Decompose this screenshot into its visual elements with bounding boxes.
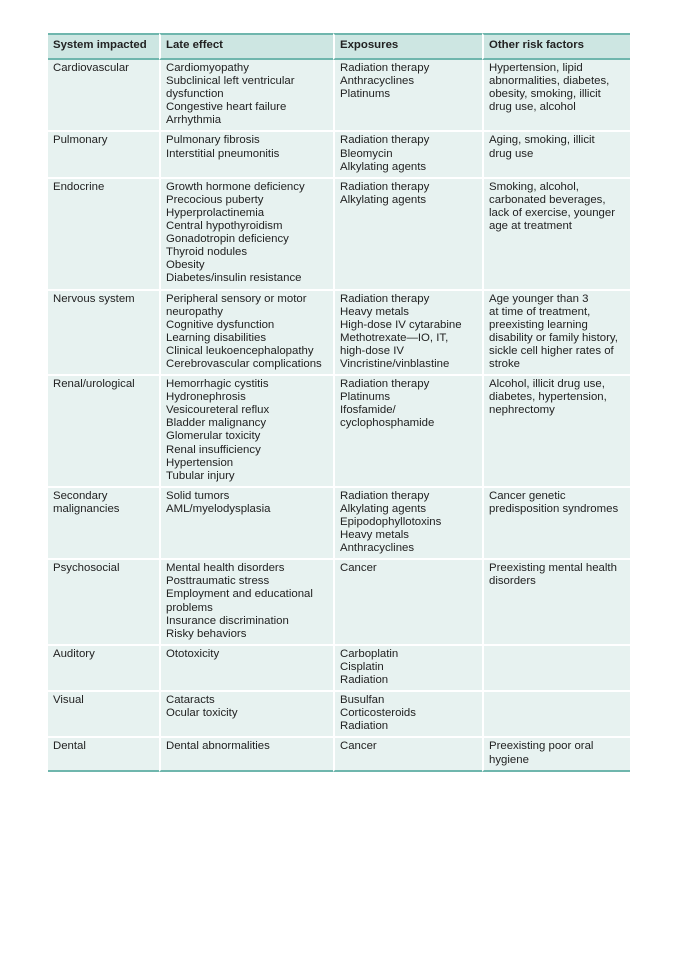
cell-line: Radiation therapy <box>340 134 430 147</box>
cell-line: Hyperprolactinemia <box>166 206 265 219</box>
cell-line: Busulfan <box>340 694 385 707</box>
late-effect-cell <box>159 690 333 736</box>
cell-line: Pulmonary fibrosis <box>166 134 260 147</box>
cell-line: Obesity <box>166 259 205 272</box>
system-cell <box>48 486 159 558</box>
cell-line: Carboplatin <box>340 647 399 660</box>
cell-line: Anthracyclines <box>340 542 415 555</box>
cell-line: Alkylating agents <box>340 193 427 206</box>
cell-line: Radiation therapy <box>340 62 430 74</box>
system-cell <box>48 289 159 375</box>
cell-line: Hypertension, lipid <box>489 62 583 74</box>
cell-line: Subclinical left ventricular <box>166 75 295 88</box>
cell-line: Hydronephrosis <box>166 391 246 404</box>
cell-line: Gonadotropin deficiency <box>166 233 289 246</box>
cell-line: disability or family history, <box>489 331 618 344</box>
table-header <box>48 33 630 60</box>
system-cell <box>48 60 159 130</box>
cell-line: drug use <box>489 147 534 160</box>
table-row <box>48 736 630 771</box>
late-effects-table <box>48 33 630 772</box>
cell-line: carbonated beverages, <box>489 193 606 206</box>
cell-line: Age younger than 3 <box>489 292 589 305</box>
cell-line: Radiation therapy <box>340 489 430 502</box>
cell-line: Central hypothyroidism <box>166 220 283 233</box>
cell-line: lack of exercise, younger <box>489 206 615 219</box>
risk-factors-cell <box>482 289 630 375</box>
exposures-cell <box>333 736 482 771</box>
system-cell <box>48 690 159 736</box>
header-system-impacted: System impacted <box>48 33 159 60</box>
cell-line: sickle cell higher rates of <box>489 344 614 357</box>
cell-line: Heavy metals <box>340 529 410 542</box>
late-effect-cell <box>159 558 333 644</box>
cell-line: obesity, smoking, illicit <box>489 88 601 101</box>
cell-line: Auditory <box>53 647 95 660</box>
cell-line: Learning disabilities <box>166 331 267 344</box>
cell-line: cyclophosphamide <box>340 417 435 430</box>
table-row <box>48 374 630 486</box>
cell-line: Radiation <box>340 720 389 733</box>
table-row <box>48 177 630 289</box>
cell-line: Hypertension <box>166 456 234 469</box>
cell-line: Platinums <box>340 391 391 404</box>
cell-line: Methotrexate—IO, IT, <box>340 331 449 344</box>
cell-line: Ototoxicity <box>166 647 220 660</box>
table-row <box>48 289 630 375</box>
risk-factors-cell <box>482 130 630 176</box>
cell-line: Cataracts <box>166 694 215 707</box>
cell-line: Diabetes/insulin resistance <box>166 272 302 285</box>
cell-line: malignancies <box>53 502 120 515</box>
cell-line: Radiation <box>340 674 389 687</box>
late-effect-cell <box>159 289 333 375</box>
cell-line: Aging, smoking, illicit <box>489 134 595 147</box>
cell-line: Bleomycin <box>340 147 393 160</box>
cell-line: Corticosteroids <box>340 707 416 720</box>
risk-factors-cell <box>482 486 630 558</box>
cell-line: Heavy metals <box>340 305 410 318</box>
table-body <box>48 60 630 772</box>
risk-factors-cell <box>482 558 630 644</box>
cell-line: Peripheral sensory or motor <box>166 292 307 305</box>
exposures-cell <box>333 486 482 558</box>
cell-line: Cardiovascular <box>53 62 129 74</box>
cell-line: Vesicoureteral reflux <box>166 404 270 417</box>
cell-line: age at treatment <box>489 220 572 233</box>
cell-line: Solid tumors <box>166 489 230 502</box>
cell-line: Tubular injury <box>166 469 235 482</box>
cell-line: Cardiomyopathy <box>166 62 249 74</box>
cell-line: Risky behaviors <box>166 627 247 640</box>
cell-line: Bladder malignancy <box>166 417 267 430</box>
cell-line: Mental health disorders <box>166 562 285 575</box>
table-row <box>48 690 630 736</box>
cell-line: High-dose IV cytarabine <box>340 318 462 331</box>
late-effect-cell <box>159 736 333 771</box>
exposures-cell <box>333 289 482 375</box>
cell-line: Growth hormone deficiency <box>166 180 305 193</box>
cell-line: dysfunction <box>166 88 224 101</box>
risk-factors-cell <box>482 644 630 690</box>
late-effect-cell <box>159 60 333 130</box>
cell-line: hygiene <box>489 753 529 766</box>
cell-line: stroke <box>489 357 521 370</box>
cell-line: predisposition syndromes <box>489 502 619 515</box>
cell-line: Secondary <box>53 489 108 502</box>
cell-line: drug use, alcohol <box>489 101 576 114</box>
cell-line: Insurance discrimination <box>166 614 289 627</box>
system-cell <box>48 177 159 289</box>
cell-line: Alcohol, illicit drug use, <box>489 378 605 391</box>
cell-line: Ocular toxicity <box>166 707 238 720</box>
cell-line: Epipodophyllotoxins <box>340 516 442 528</box>
table-row <box>48 60 630 130</box>
cell-line: Preexisting poor oral <box>489 740 594 753</box>
cell-line: Hemorrhagic cystitis <box>166 378 269 391</box>
cell-line: Alkylating agents <box>340 502 427 515</box>
header-other-risk-factors: Other risk factors <box>482 33 630 60</box>
cell-line: Anthracyclines <box>340 75 415 88</box>
cell-line: Cisplatin <box>340 660 384 673</box>
system-cell <box>48 130 159 176</box>
cell-line: AML/myelodysplasia <box>166 502 271 515</box>
cell-line: preexisting learning <box>489 318 588 331</box>
exposures-cell <box>333 558 482 644</box>
cell-line: Platinums <box>340 88 391 101</box>
cell-line: Nervous system <box>53 292 135 305</box>
cell-line: nephrectomy <box>489 404 555 417</box>
cell-line: Dental <box>53 740 86 753</box>
cell-line: Cerebrovascular complications <box>166 357 322 370</box>
exposures-cell <box>333 177 482 289</box>
cell-line: Cognitive dysfunction <box>166 318 275 331</box>
cell-line: at time of treatment, <box>489 305 591 318</box>
late-effect-cell <box>159 130 333 176</box>
cell-line: neuropathy <box>166 305 223 318</box>
header-row <box>48 33 630 60</box>
cell-line: disorders <box>489 575 536 588</box>
late-effect-cell <box>159 374 333 486</box>
cell-line: Endocrine <box>53 180 105 193</box>
cell-line: Radiation therapy <box>340 378 430 391</box>
late-effect-cell <box>159 486 333 558</box>
cell-line: Interstitial pneumonitis <box>166 147 280 160</box>
cell-line: diabetes, hypertension, <box>489 391 607 404</box>
header-exposures: Exposures <box>333 33 482 60</box>
risk-factors-cell <box>482 690 630 736</box>
risk-factors-cell <box>482 374 630 486</box>
cell-line: Smoking, alcohol, <box>489 180 579 193</box>
table-row <box>48 644 630 690</box>
cell-line: Visual <box>53 694 84 707</box>
cell-line: Cancer genetic <box>489 489 566 502</box>
table-row <box>48 130 630 176</box>
exposures-cell <box>333 690 482 736</box>
cell-line: Employment and educational <box>166 588 313 601</box>
cell-line: Congestive heart failure <box>166 101 287 114</box>
cell-line: Cancer <box>340 740 377 753</box>
exposures-cell <box>333 130 482 176</box>
header-late-effect: Late effect <box>159 33 333 60</box>
cell-line: Radiation therapy <box>340 292 430 305</box>
cell-line: Psychosocial <box>53 562 120 575</box>
cell-line: Renal insufficiency <box>166 443 261 456</box>
cell-line: Glomerular toxicity <box>166 430 261 443</box>
system-cell <box>48 644 159 690</box>
cell-line: Posttraumatic stress <box>166 575 270 588</box>
risk-factors-cell <box>482 177 630 289</box>
cell-line: Preexisting mental health <box>489 562 617 575</box>
cell-line: Clinical leukoencephalopathy <box>166 344 314 357</box>
cell-line: abnormalities, diabetes, <box>489 75 610 88</box>
cell-line: Vincristine/vinblastine <box>340 357 450 370</box>
cell-line: Dental abnormalities <box>166 740 270 753</box>
exposures-cell <box>333 374 482 486</box>
table-row <box>48 486 630 558</box>
cell-line: problems <box>166 601 213 614</box>
cell-line: Ifosfamide/ <box>340 404 396 417</box>
exposures-cell <box>333 60 482 130</box>
late-effect-cell <box>159 177 333 289</box>
exposures-cell <box>333 644 482 690</box>
cell-line: Arrhythmia <box>166 114 222 127</box>
cell-line: Renal/urological <box>53 378 135 391</box>
cell-line: Cancer <box>340 562 377 575</box>
system-cell <box>48 558 159 644</box>
cell-line: Alkylating agents <box>340 160 427 173</box>
risk-factors-cell <box>482 736 630 771</box>
risk-factors-cell <box>482 60 630 130</box>
cell-line: Radiation therapy <box>340 180 430 193</box>
cell-line: high-dose IV <box>340 344 404 357</box>
cell-line: Thyroid nodules <box>166 246 248 259</box>
cell-line: Pulmonary <box>53 134 108 147</box>
late-effect-cell <box>159 644 333 690</box>
cell-line: Precocious puberty <box>166 193 264 206</box>
system-cell <box>48 736 159 771</box>
system-cell <box>48 374 159 486</box>
table-row <box>48 558 630 644</box>
